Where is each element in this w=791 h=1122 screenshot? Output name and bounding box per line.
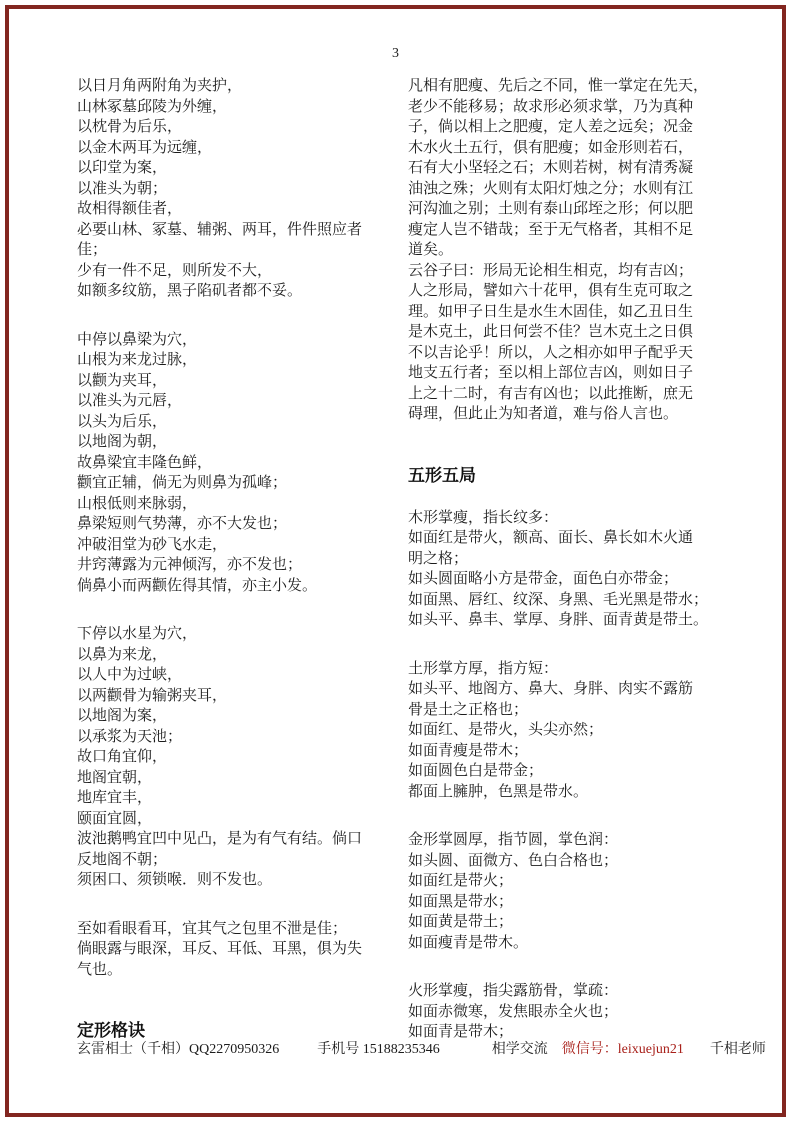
text-paragraph: 凡相有肥瘦、先后之不同，惟一掌定在先天， 老少不能移易；故求形必须求掌，乃为真种 子，倘以相上之肥瘦，定人差之远矣；况金 木水火土五行，俱有肥瘦；如金形则若石， 石有大小坚轻之石；木则若树，树有清秀凝 油浊之殊；火则有太阳灯烛之分；水则有江 河沟洫之别；土则有泰山邱垤之形；何以肥 瘦定人岂不错哉；至于无气格者，其相不足 道矣。 云谷子曰：形局无论相生相克，均有吉凶； 人之形局，譬如六十花甲，俱有生克可取之 理。如甲子日生是水生木固佳，如乙丑日生 是木克土，此日何尝不佳？岂木克土之日俱 不以吉论乎！所以，人之相亦如甲子配乎天 地支五行者；至以相上部位吉凶，则如日子 上之十二时，有吉有凶也；以此推断，庶无 碍理，但此止为知者道，难与俗人言也。 (408, 78, 709, 422)
contact-phone: 手机号 15188235346 (317, 1042, 440, 1057)
section-heading: 定形格诀 (77, 1021, 145, 1040)
text-paragraph: 火形掌瘦，指尖露筋骨，掌疏： 如面赤微寒，发焦眼赤全火也； 如面青是带木； (408, 983, 619, 1040)
contact-qq: 玄雷相士（千相）QQ2270950326 (77, 1042, 280, 1057)
text-paragraph: 中停以鼻梁为穴， 山根为来龙过脉， 以颧为夹耳， 以准头为元唇， 以头为后乐， 以地阁为朝， 故鼻梁宜丰隆色鲜， 颧宜正辅，倘无为则鼻为孤峰； 山根低则来脉弱， 鼻梁短则气势薄，亦不大发也； 冲破泪堂为砂飞水走， 井窍薄露为元神倾泻，亦不发也； 倘鼻小而两颧佐得其情，亦主小发。 (77, 331, 318, 594)
left-column (77, 76, 395, 1063)
text-paragraph: 木形掌瘦，指长纹多： 如面红是带火，额高、面长、鼻长如木火通 明之格； 如头圆面略小方是带金，面色白亦带金； 如面黑、唇红、纹深、身黑、毛光黑是带水； 如头平、鼻丰、掌厚、身胖、面青黄是带土。 (408, 509, 709, 628)
teacher-name: 千相老师 (709, 1042, 766, 1057)
right-column (408, 76, 726, 1071)
text-paragraph: 金形掌圆厚，指节圆，掌色润： 如头圆、面微方、色白合格也； 如面红是带火； 如面黑是带水； 如面黄是带土； 如面瘦青是带木。 (408, 832, 619, 951)
exchange-label: 相学交流 (491, 1042, 548, 1057)
text-paragraph: 土形掌方厚，指方短： 如头平、地阁方、鼻大、身胖、肉实不露筋 骨是土之正格也； 如面红、是带火，头尖亦然； 如面青瘦是带木； 如面圆色白是带金； 都面上臃肿，色黑是带水。 (408, 660, 694, 800)
text-paragraph: 下停以水星为穴， 以鼻为来龙， 以人中为过峡， 以两颧骨为输粥夹耳， 以地阁为案， 以承浆为天池； 故口角宜仰， 地阁宜朝， 地库宜丰， 颐面宜圆， 波池鹅鸭宜凹中见凸，是为有气有结。倘口 反地阁不朝； 须困口、须锁喉．则不发也。 (77, 626, 363, 888)
page-number: 3 (392, 46, 399, 61)
section-heading: 五形五局 (408, 465, 476, 485)
page-footer (77, 1040, 766, 1060)
text-paragraph: 至如看眼看耳，宜其气之包里不泄是佳； 倘眼露与眼深，耳反、耳低、耳黑，俱为失 气也。 (77, 920, 363, 978)
text-paragraph: 以日月角两附角为夹护， 山林冢墓邱陵为外缠， 以枕骨为后乐， 以金木两耳为远缠， 以印堂为案， 以准头为朝； 故相得额佳者， 必要山林、冢墓、辅粥、两耳，件件照应者 佳； 少有一件不足，则所发不大， 如额多纹筋，黑子陷矶者都不妥。 (77, 78, 363, 299)
contact-wechat: 微信号：leixuejun21 (561, 1042, 684, 1057)
